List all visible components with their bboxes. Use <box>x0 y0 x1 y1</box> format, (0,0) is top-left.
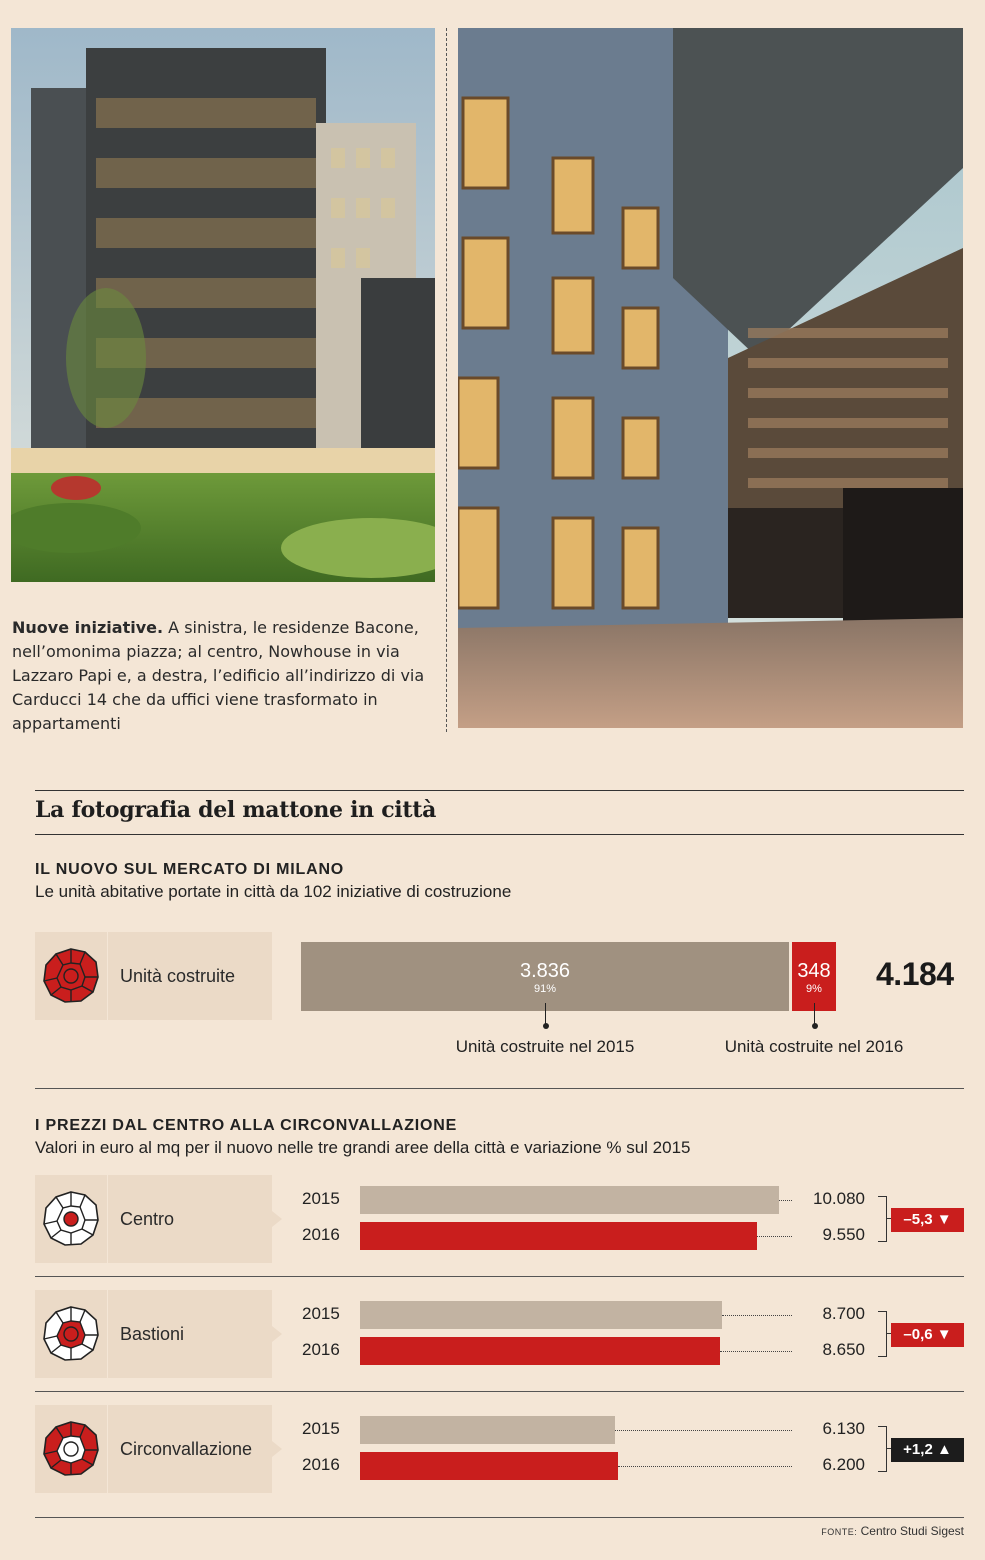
year-label-2015: 2015 <box>302 1189 340 1208</box>
area-label-circonvallazione: Circonvallazione <box>120 1439 253 1459</box>
section1-description: Le unità abitative portate in città da 102 iniziative di costruzione <box>35 882 512 901</box>
price-value-centro-2015: 10.080 <box>813 1189 865 1208</box>
area-icon-cell <box>35 1290 108 1378</box>
title-bottom-rule <box>35 834 964 835</box>
stack-percent-label: 9% <box>806 983 822 995</box>
photo-residenze-bacone <box>11 28 435 582</box>
section2-description: Valori in euro al mq per il nuovo nelle tre grandi aree della città e variazione % sul 2015 <box>35 1138 691 1157</box>
caption-lead: Nuove iniziative. <box>12 618 164 637</box>
area-label-box-centro <box>35 1175 272 1263</box>
area-icon-cell <box>35 1405 108 1493</box>
pointer-dot <box>812 1023 818 1029</box>
year-label-2015: 2015 <box>302 1304 340 1323</box>
stack-value-label: 348 <box>797 960 831 982</box>
area-label-box-bastioni <box>35 1290 272 1378</box>
title-top-rule <box>35 790 964 791</box>
price-bar-bastioni-2015 <box>360 1301 722 1329</box>
photo-divider <box>446 28 447 732</box>
area-icon-cell <box>35 1175 108 1263</box>
label-notch <box>272 1441 282 1457</box>
pointer-label-2015: Unità costruite nel 2015 <box>455 1037 635 1056</box>
price-value-bastioni-2015: 8.700 <box>822 1304 865 1323</box>
price-bar-circonvallazione-2015 <box>360 1416 615 1444</box>
stack-percent-label: 91% <box>533 983 557 995</box>
price-bar-circonvallazione-2016 <box>360 1452 618 1480</box>
change-badge-circonvallazione: +1,2 ▲ <box>891 1438 964 1462</box>
bottom-rule <box>35 1517 964 1518</box>
section-divider <box>35 1088 964 1089</box>
source-name: Centro Studi Sigest <box>860 1524 964 1538</box>
price-bar-bastioni-2016 <box>360 1337 720 1365</box>
stack-segment-2015 <box>301 942 789 1011</box>
area-label-bastioni: Bastioni <box>120 1324 185 1344</box>
stack-value-label: 3.836 <box>519 960 571 982</box>
label-notch <box>272 1326 282 1342</box>
year-label-2016: 2016 <box>302 1225 340 1244</box>
area-label-box-circonvallazione <box>35 1405 272 1493</box>
page-title: La fotografia del mattone in città <box>35 797 437 823</box>
source-prefix: FONTE: <box>821 1527 858 1537</box>
price-value-circonvallazione-2015: 6.130 <box>822 1419 865 1438</box>
change-bracket <box>878 1426 887 1472</box>
value-leader <box>757 1236 792 1237</box>
unita-costruite-label-box <box>35 932 272 1020</box>
change-bracket <box>878 1196 887 1242</box>
price-value-circonvallazione-2016: 6.200 <box>822 1455 865 1474</box>
source-note <box>821 1524 964 1538</box>
stack-segment-2016 <box>792 942 836 1011</box>
value-leader <box>720 1351 792 1352</box>
price-value-bastioni-2016: 8.650 <box>822 1340 865 1359</box>
photo-nowhouse-carducci <box>458 28 963 728</box>
price-bar-centro-2016 <box>360 1222 757 1250</box>
area-label-centro: Centro <box>120 1209 175 1229</box>
group-divider <box>35 1391 964 1392</box>
change-badge-bastioni: –0,6 ▼ <box>891 1323 964 1347</box>
pointer-dot <box>543 1023 549 1029</box>
change-badge-centro: –5,3 ▼ <box>891 1208 964 1232</box>
year-label-2015: 2015 <box>302 1419 340 1438</box>
section1-heading: IL NUOVO SUL MERCATO DI MILANO <box>35 861 345 878</box>
value-leader <box>615 1430 792 1431</box>
milano-full-map-icon <box>41 946 101 1006</box>
photo-caption <box>12 616 437 736</box>
unita-costruite-label: Unità costruite <box>120 966 236 986</box>
year-label-2016: 2016 <box>302 1340 340 1359</box>
value-leader <box>779 1200 792 1201</box>
stack-total-label: 4.184 <box>876 956 954 992</box>
price-bar-centro-2015 <box>360 1186 779 1214</box>
year-label-2016: 2016 <box>302 1455 340 1474</box>
change-bracket <box>878 1311 887 1357</box>
section2-heading: I PREZZI DAL CENTRO ALLA CIRCONVALLAZIONE <box>35 1117 458 1134</box>
pointer-label-2016: Unità costruite nel 2016 <box>724 1037 904 1056</box>
price-value-centro-2016: 9.550 <box>822 1225 865 1244</box>
milano-full-map-icon-cell <box>35 932 108 1020</box>
label-notch <box>272 1211 282 1227</box>
value-leader <box>722 1315 792 1316</box>
value-leader <box>618 1466 792 1467</box>
group-divider <box>35 1276 964 1277</box>
caption-text: A sinistra, le residenze Bacone, nell’omonima piazza; al centro, Nowhouse in via Lazzaro Papi e, a destra, l’edificio all’indirizzo di via Carducci 14 che da uffici viene trasformato in appartamenti <box>12 618 425 733</box>
